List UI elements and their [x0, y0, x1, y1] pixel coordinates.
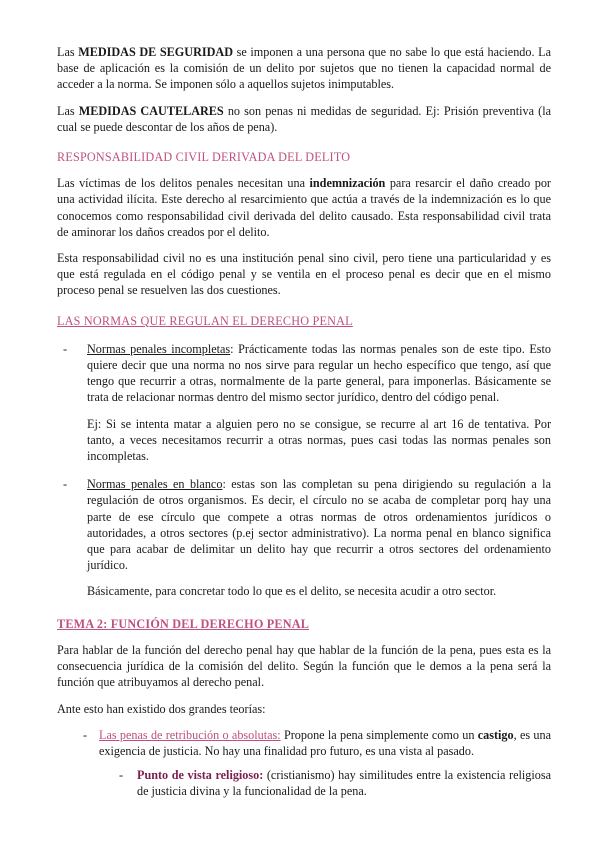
heading-responsabilidad-civil: RESPONSABILIDAD CIVIL DERIVADA DEL DELITO [57, 150, 351, 165]
paragraph-dos-teorias: Ante esto han existido dos grandes teorías: [57, 701, 266, 716]
term-penas-retribucion: Las penas de retribución o absolutas: [99, 727, 281, 742]
term-indemnizacion: indemnización [309, 176, 386, 191]
term-normas-incompletas: Normas penales incompletas [87, 341, 231, 356]
document-page [57, 44, 551, 800]
list-item-punto-vista-religioso: - Punto de vista religioso: (cristianismo) hay similitudes entre la existencia religiosa de justicia divina y la funcionalidad de la pena. [119, 768, 551, 799]
term-medidas-cautelares: MEDIDAS CAUTELARES [78, 103, 224, 118]
paragraph-victimas: Las víctimas de los delitos penales necesitan una indemnización para resarcir el daño creado por una actividad ilícita. Este derecho al resarcimiento que actúa a través de la indemnización es lo que conocemos como responsabilidad civil derivada del delito causado. Esta responsabilidad civil trata de aminorar los daños creados por el delito. [57, 176, 551, 239]
paragraph-responsabilidad-civil: Esta responsabilidad civil no es una institución penal sino civil, pero tiene una particularidad y es que está regulada en el código penal y se ventila en el proceso penal es decir que en el mismo proceso penal se resuelven las dos cuestiones. [57, 251, 551, 298]
summary-concretar-delito: Básicamente, para concretar todo lo que es el delito, se necesita acudir a otro sector. [87, 584, 497, 599]
paragraph-medidas-seguridad: Las MEDIDAS DE SEGURIDAD se imponen a una persona que no sabe lo que está haciendo. La base de aplicación es la comisión de un delito por sujetos que no tienen la capacidad normal de acceder a la norma. Se imponen sólo a aquellos sujetos inimputables. [57, 45, 551, 92]
example-tentativa: Ej: Si se intenta matar a alguien pero no se consigue, se recurre al art 16 de tentativa. Por tanto, a veces necesitamos recurrir a otras normas, pues casi todas las normas penales son incompletas. [87, 416, 551, 464]
paragraph-medidas-cautelares: Las MEDIDAS CAUTELARES no son penas ni medidas de seguridad. Ej: Prisión preventiva (la cual se puede descontar de los años de pena). [57, 103, 552, 134]
list-item-penas-retribucion: - Las penas de retribución o absolutas: Propone la pena simplemente como un castigo, es una exigencia de justicia. No hay una finalidad pro futuro, es una vista al pasado. [83, 727, 552, 758]
term-castigo: castigo [477, 727, 514, 742]
list-item-normas-en-blanco: - Normas penales en blanco: estas son las completan su pena dirigiendo su regulación a la regulación de otros organismos. Es decir, el círculo no se acaba de completar porq hay una parte de ese círculo que compete a otras normas de otros ordenamientos jurídicos o autoridades, a otros sectores (p.ej sector administrativo). La norma penal en blanco significa que para acabar de delimitar un delito hay que recurrir a otros sectores del ordenamiento jurídico. Básicamente, para concretar todo lo que es el delito, se necesita acudir a otro sector. [63, 477, 551, 599]
term-normas-en-blanco: Normas penales en blanco [87, 477, 223, 492]
paragraph-funcion-pena: Para hablar de la función del derecho penal hay que hablar de la función de la pena, pues esta es la consecuencia jurídica de la comisión del delito. Según la función que le demos a la pena será la función que atribuyamos al derecho penal. [57, 642, 551, 690]
list-dash: - [63, 341, 68, 356]
list-dash: - [83, 727, 88, 742]
list-dash: - [119, 768, 124, 783]
list-item-normas-incompletas: - Normas penales incompletas: Prácticamente todas las normas penales son de este tipo. Esto quiere decir que una norma no nos sirve para regular un hecho específico que tengo, así que tengo que recurrir a otras, normalmente de la parte general, para imponerlas. Básicamente se trata de relacionar normas dentro del mismo sector jurídico, dentro del código penal. Ej: Si se intenta matar a alguien pero no se consigue, se recurre al art 16 de tentativa. Por tanto, a veces necesitamos recurrir a otras normas, pues casi todas las normas penales son incompletas. [63, 341, 551, 464]
heading-tema-2: TEMA 2: FUNCIÓN DEL DERECHO PENAL [57, 616, 310, 631]
heading-normas-derecho-penal: LAS NORMAS QUE REGULAN EL DERECHO PENAL [57, 313, 353, 328]
term-medidas-seguridad: MEDIDAS DE SEGURIDAD [78, 45, 234, 59]
term-punto-vista-religioso: Punto de vista religioso: [137, 768, 264, 783]
list-dash: - [63, 477, 68, 492]
